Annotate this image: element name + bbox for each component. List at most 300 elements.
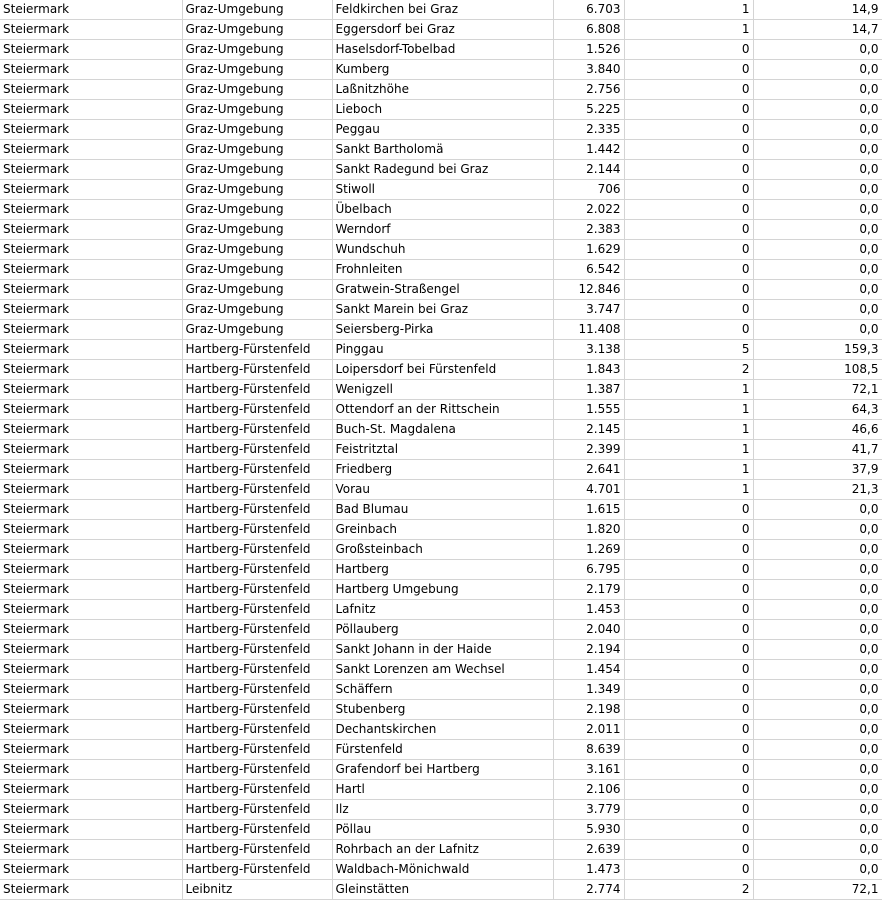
district-cell[interactable]: Hartberg-Fürstenfeld [182, 360, 332, 380]
table-row [0, 320, 882, 340]
rate-cell[interactable]: 0,0 [753, 840, 882, 860]
population-cell[interactable]: 1.349 [553, 680, 624, 700]
rate-cell[interactable]: 0,0 [753, 40, 882, 60]
municipality-cell[interactable]: Werndorf [332, 220, 553, 240]
district-cell[interactable]: Graz-Umgebung [182, 280, 332, 300]
rate-cell[interactable]: 14,9 [753, 0, 882, 20]
district-cell[interactable]: Hartberg-Fürstenfeld [182, 340, 332, 360]
state-cell[interactable]: Steiermark [0, 200, 182, 220]
state-cell[interactable]: Steiermark [0, 300, 182, 320]
state-cell[interactable]: Steiermark [0, 720, 182, 740]
district-cell[interactable]: Hartberg-Fürstenfeld [182, 680, 332, 700]
rate-cell[interactable]: 0,0 [753, 240, 882, 260]
district-cell[interactable]: Hartberg-Fürstenfeld [182, 380, 332, 400]
rate-cell[interactable]: 0,0 [753, 260, 882, 280]
municipality-cell[interactable]: Ottendorf an der Rittschein [332, 400, 553, 420]
table-row [0, 500, 882, 520]
rate-cell[interactable]: 0,0 [753, 160, 882, 180]
state-cell[interactable]: Steiermark [0, 540, 182, 560]
rate-cell[interactable]: 0,0 [753, 220, 882, 240]
table-row [0, 0, 882, 20]
state-cell[interactable]: Steiermark [0, 140, 182, 160]
population-cell[interactable]: 2.194 [553, 640, 624, 660]
table-row [0, 240, 882, 260]
count-cell[interactable]: 0 [624, 280, 753, 300]
municipality-cell[interactable]: Wundschuh [332, 240, 553, 260]
population-cell[interactable]: 6.795 [553, 560, 624, 580]
state-cell[interactable]: Steiermark [0, 20, 182, 40]
state-cell[interactable]: Steiermark [0, 120, 182, 140]
count-cell[interactable]: 0 [624, 100, 753, 120]
population-cell[interactable]: 4.701 [553, 480, 624, 500]
table-row [0, 260, 882, 280]
rate-cell[interactable]: 72,1 [753, 380, 882, 400]
state-cell[interactable]: Steiermark [0, 160, 182, 180]
count-cell[interactable]: 0 [624, 620, 753, 640]
district-cell[interactable]: Hartberg-Fürstenfeld [182, 480, 332, 500]
district-cell[interactable]: Graz-Umgebung [182, 140, 332, 160]
municipality-cell[interactable]: Buch-St. Magdalena [332, 420, 553, 440]
state-cell[interactable]: Steiermark [0, 280, 182, 300]
district-cell[interactable]: Graz-Umgebung [182, 320, 332, 340]
state-cell[interactable]: Steiermark [0, 220, 182, 240]
state-cell[interactable]: Steiermark [0, 520, 182, 540]
population-cell[interactable]: 3.840 [553, 60, 624, 80]
table-row [0, 140, 882, 160]
population-cell[interactable]: 2.145 [553, 420, 624, 440]
population-cell[interactable]: 5.930 [553, 820, 624, 840]
count-cell[interactable]: 0 [624, 260, 753, 280]
municipality-cell[interactable]: Großsteinbach [332, 540, 553, 560]
municipality-cell[interactable]: Laßnitzhöhe [332, 80, 553, 100]
count-cell[interactable]: 2 [624, 360, 753, 380]
population-cell[interactable]: 2.106 [553, 780, 624, 800]
district-cell[interactable]: Hartberg-Fürstenfeld [182, 800, 332, 820]
population-cell[interactable]: 2.383 [553, 220, 624, 240]
count-cell[interactable]: 0 [624, 720, 753, 740]
population-cell[interactable]: 1.387 [553, 380, 624, 400]
count-cell[interactable]: 0 [624, 740, 753, 760]
municipality-cell[interactable]: Kumberg [332, 60, 553, 80]
district-cell[interactable]: Hartberg-Fürstenfeld [182, 580, 332, 600]
district-cell[interactable]: Hartberg-Fürstenfeld [182, 720, 332, 740]
table-row [0, 200, 882, 220]
count-cell[interactable]: 0 [624, 700, 753, 720]
state-cell[interactable]: Steiermark [0, 400, 182, 420]
count-cell[interactable]: 0 [624, 660, 753, 680]
table-row [0, 60, 882, 80]
municipality-cell[interactable]: Dechantskirchen [332, 720, 553, 740]
state-cell[interactable]: Steiermark [0, 560, 182, 580]
district-cell[interactable]: Graz-Umgebung [182, 0, 332, 20]
rate-cell[interactable]: 0,0 [753, 760, 882, 780]
rate-cell[interactable]: 108,5 [753, 360, 882, 380]
table-row [0, 300, 882, 320]
district-cell[interactable]: Graz-Umgebung [182, 80, 332, 100]
count-cell[interactable]: 0 [624, 840, 753, 860]
population-cell[interactable]: 12.846 [553, 280, 624, 300]
rate-cell[interactable]: 0,0 [753, 560, 882, 580]
rate-cell[interactable]: 64,3 [753, 400, 882, 420]
population-cell[interactable]: 2.198 [553, 700, 624, 720]
population-cell[interactable]: 1.453 [553, 600, 624, 620]
state-cell[interactable]: Steiermark [0, 780, 182, 800]
district-cell[interactable]: Hartberg-Fürstenfeld [182, 620, 332, 640]
district-cell[interactable]: Graz-Umgebung [182, 200, 332, 220]
state-cell[interactable]: Steiermark [0, 620, 182, 640]
state-cell[interactable]: Steiermark [0, 640, 182, 660]
table-row [0, 800, 882, 820]
rate-cell[interactable]: 0,0 [753, 580, 882, 600]
municipality-cell[interactable]: Sankt Radegund bei Graz [332, 160, 553, 180]
municipality-cell[interactable]: Bad Blumau [332, 500, 553, 520]
state-cell[interactable]: Steiermark [0, 840, 182, 860]
municipality-cell[interactable]: Pöllau [332, 820, 553, 840]
state-cell[interactable]: Steiermark [0, 880, 182, 900]
municipality-cell[interactable]: Friedberg [332, 460, 553, 480]
district-cell[interactable]: Hartberg-Fürstenfeld [182, 820, 332, 840]
municipality-cell[interactable]: Sankt Bartholomä [332, 140, 553, 160]
district-cell[interactable]: Graz-Umgebung [182, 60, 332, 80]
municipality-cell[interactable]: Feldkirchen bei Graz [332, 0, 553, 20]
district-cell[interactable]: Graz-Umgebung [182, 20, 332, 40]
municipality-cell[interactable]: Eggersdorf bei Graz [332, 20, 553, 40]
table-row [0, 460, 882, 480]
count-cell[interactable]: 0 [624, 220, 753, 240]
population-cell[interactable]: 6.703 [553, 0, 624, 20]
rate-cell[interactable]: 0,0 [753, 120, 882, 140]
rate-cell[interactable]: 159,3 [753, 340, 882, 360]
rate-cell[interactable]: 0,0 [753, 180, 882, 200]
rate-cell[interactable]: 0,0 [753, 800, 882, 820]
population-cell[interactable]: 1.555 [553, 400, 624, 420]
count-cell[interactable]: 0 [624, 300, 753, 320]
count-cell[interactable]: 5 [624, 340, 753, 360]
state-cell[interactable]: Steiermark [0, 340, 182, 360]
population-cell[interactable]: 1.269 [553, 540, 624, 560]
population-cell[interactable]: 11.408 [553, 320, 624, 340]
rate-cell[interactable]: 0,0 [753, 540, 882, 560]
state-cell[interactable]: Steiermark [0, 860, 182, 880]
population-cell[interactable]: 3.779 [553, 800, 624, 820]
population-cell[interactable]: 5.225 [553, 100, 624, 120]
district-cell[interactable]: Hartberg-Fürstenfeld [182, 700, 332, 720]
count-cell[interactable]: 1 [624, 480, 753, 500]
table-row [0, 580, 882, 600]
count-cell[interactable]: 0 [624, 520, 753, 540]
count-cell[interactable]: 0 [624, 600, 753, 620]
count-cell[interactable]: 0 [624, 500, 753, 520]
rate-cell[interactable]: 0,0 [753, 600, 882, 620]
district-cell[interactable]: Graz-Umgebung [182, 180, 332, 200]
district-cell[interactable]: Hartberg-Fürstenfeld [182, 760, 332, 780]
population-cell[interactable]: 1.820 [553, 520, 624, 540]
table-row [0, 220, 882, 240]
state-cell[interactable]: Steiermark [0, 240, 182, 260]
count-cell[interactable]: 0 [624, 80, 753, 100]
rate-cell[interactable]: 0,0 [753, 720, 882, 740]
count-cell[interactable]: 1 [624, 0, 753, 20]
municipality-cell[interactable]: Seiersberg-Pirka [332, 320, 553, 340]
count-cell[interactable]: 0 [624, 160, 753, 180]
rate-cell[interactable]: 0,0 [753, 640, 882, 660]
rate-cell[interactable]: 0,0 [753, 100, 882, 120]
rate-cell[interactable]: 0,0 [753, 320, 882, 340]
population-cell[interactable]: 3.138 [553, 340, 624, 360]
table-row [0, 180, 882, 200]
count-cell[interactable]: 0 [624, 640, 753, 660]
rate-cell[interactable]: 46,6 [753, 420, 882, 440]
rate-cell[interactable]: 0,0 [753, 820, 882, 840]
population-cell[interactable]: 1.454 [553, 660, 624, 680]
municipality-cell[interactable]: Pöllauberg [332, 620, 553, 640]
count-cell[interactable]: 0 [624, 180, 753, 200]
district-cell[interactable]: Graz-Umgebung [182, 300, 332, 320]
population-cell[interactable]: 1.629 [553, 240, 624, 260]
state-cell[interactable]: Steiermark [0, 460, 182, 480]
population-cell[interactable]: 2.040 [553, 620, 624, 640]
municipality-cell[interactable]: Hartberg [332, 560, 553, 580]
municipality-cell[interactable]: Lafnitz [332, 600, 553, 620]
table-row [0, 540, 882, 560]
count-cell[interactable]: 0 [624, 780, 753, 800]
count-cell[interactable]: 2 [624, 880, 753, 900]
table-row [0, 100, 882, 120]
state-cell[interactable]: Steiermark [0, 380, 182, 400]
table-row [0, 40, 882, 60]
district-cell[interactable]: Hartberg-Fürstenfeld [182, 780, 332, 800]
population-cell[interactable]: 1.843 [553, 360, 624, 380]
count-cell[interactable]: 0 [624, 800, 753, 820]
state-cell[interactable]: Steiermark [0, 320, 182, 340]
rate-cell[interactable]: 0,0 [753, 140, 882, 160]
state-cell[interactable]: Steiermark [0, 260, 182, 280]
count-cell[interactable]: 1 [624, 380, 753, 400]
population-cell[interactable]: 2.756 [553, 80, 624, 100]
state-cell[interactable]: Steiermark [0, 680, 182, 700]
municipality-cell[interactable]: Sankt Lorenzen am Wechsel [332, 660, 553, 680]
district-cell[interactable]: Graz-Umgebung [182, 120, 332, 140]
table-row [0, 700, 882, 720]
population-cell[interactable]: 1.473 [553, 860, 624, 880]
district-cell[interactable]: Graz-Umgebung [182, 160, 332, 180]
rate-cell[interactable]: 37,9 [753, 460, 882, 480]
population-cell[interactable]: 2.774 [553, 880, 624, 900]
municipality-cell[interactable]: Lieboch [332, 100, 553, 120]
municipality-cell[interactable]: Pinggau [332, 340, 553, 360]
population-cell[interactable]: 2.144 [553, 160, 624, 180]
district-cell[interactable]: Graz-Umgebung [182, 40, 332, 60]
count-cell[interactable]: 1 [624, 400, 753, 420]
municipality-cell[interactable]: Sankt Johann in der Haide [332, 640, 553, 660]
state-cell[interactable]: Steiermark [0, 420, 182, 440]
rate-cell[interactable]: 41,7 [753, 440, 882, 460]
municipality-cell[interactable]: Übelbach [332, 200, 553, 220]
state-cell[interactable]: Steiermark [0, 760, 182, 780]
rate-cell[interactable]: 0,0 [753, 860, 882, 880]
district-cell[interactable]: Hartberg-Fürstenfeld [182, 420, 332, 440]
count-cell[interactable]: 0 [624, 140, 753, 160]
municipality-cell[interactable]: Vorau [332, 480, 553, 500]
district-cell[interactable]: Graz-Umgebung [182, 240, 332, 260]
district-cell[interactable]: Graz-Umgebung [182, 260, 332, 280]
population-cell[interactable]: 2.335 [553, 120, 624, 140]
count-cell[interactable]: 0 [624, 820, 753, 840]
state-cell[interactable]: Steiermark [0, 180, 182, 200]
district-cell[interactable]: Hartberg-Fürstenfeld [182, 840, 332, 860]
district-cell[interactable]: Hartberg-Fürstenfeld [182, 400, 332, 420]
district-cell[interactable]: Hartberg-Fürstenfeld [182, 640, 332, 660]
population-cell[interactable]: 3.747 [553, 300, 624, 320]
table-row [0, 880, 882, 900]
district-cell[interactable]: Hartberg-Fürstenfeld [182, 600, 332, 620]
population-cell[interactable]: 6.808 [553, 20, 624, 40]
municipality-cell[interactable]: Peggau [332, 120, 553, 140]
population-cell[interactable]: 706 [553, 180, 624, 200]
count-cell[interactable]: 1 [624, 460, 753, 480]
municipality-cell[interactable]: Sankt Marein bei Graz [332, 300, 553, 320]
rate-cell[interactable]: 0,0 [753, 680, 882, 700]
state-cell[interactable]: Steiermark [0, 40, 182, 60]
rate-cell[interactable]: 0,0 [753, 520, 882, 540]
rate-cell[interactable]: 0,0 [753, 280, 882, 300]
population-cell[interactable]: 1.442 [553, 140, 624, 160]
state-cell[interactable]: Steiermark [0, 480, 182, 500]
table-row [0, 420, 882, 440]
district-cell[interactable]: Hartberg-Fürstenfeld [182, 540, 332, 560]
state-cell[interactable]: Steiermark [0, 360, 182, 380]
count-cell[interactable]: 0 [624, 40, 753, 60]
population-cell[interactable]: 1.526 [553, 40, 624, 60]
state-cell[interactable]: Steiermark [0, 60, 182, 80]
count-cell[interactable]: 0 [624, 540, 753, 560]
rate-cell[interactable]: 0,0 [753, 780, 882, 800]
district-cell[interactable]: Graz-Umgebung [182, 220, 332, 240]
municipality-cell[interactable]: Frohnleiten [332, 260, 553, 280]
population-cell[interactable]: 8.639 [553, 740, 624, 760]
table-row [0, 660, 882, 680]
district-cell[interactable]: Graz-Umgebung [182, 100, 332, 120]
rate-cell[interactable]: 0,0 [753, 700, 882, 720]
count-cell[interactable]: 0 [624, 580, 753, 600]
population-cell[interactable]: 2.399 [553, 440, 624, 460]
count-cell[interactable]: 0 [624, 320, 753, 340]
municipality-cell[interactable]: Rohrbach an der Lafnitz [332, 840, 553, 860]
rate-cell[interactable]: 0,0 [753, 740, 882, 760]
count-cell[interactable]: 1 [624, 420, 753, 440]
district-cell[interactable]: Hartberg-Fürstenfeld [182, 460, 332, 480]
population-cell[interactable]: 2.179 [553, 580, 624, 600]
state-cell[interactable]: Steiermark [0, 80, 182, 100]
count-cell[interactable]: 0 [624, 60, 753, 80]
district-cell[interactable]: Hartberg-Fürstenfeld [182, 740, 332, 760]
district-cell[interactable]: Leibnitz [182, 880, 332, 900]
municipality-cell[interactable]: Loipersdorf bei Fürstenfeld [332, 360, 553, 380]
state-cell[interactable]: Steiermark [0, 600, 182, 620]
rate-cell[interactable]: 0,0 [753, 80, 882, 100]
district-cell[interactable]: Hartberg-Fürstenfeld [182, 660, 332, 680]
count-cell[interactable]: 1 [624, 440, 753, 460]
municipality-cell[interactable]: Stubenberg [332, 700, 553, 720]
population-cell[interactable]: 2.641 [553, 460, 624, 480]
state-cell[interactable]: Steiermark [0, 500, 182, 520]
district-cell[interactable]: Hartberg-Fürstenfeld [182, 520, 332, 540]
table-row [0, 600, 882, 620]
count-cell[interactable]: 0 [624, 200, 753, 220]
population-cell[interactable]: 1.615 [553, 500, 624, 520]
municipality-cell[interactable]: Wenigzell [332, 380, 553, 400]
count-cell[interactable]: 0 [624, 560, 753, 580]
count-cell[interactable]: 0 [624, 240, 753, 260]
rate-cell[interactable]: 21,3 [753, 480, 882, 500]
rate-cell[interactable]: 0,0 [753, 200, 882, 220]
count-cell[interactable]: 0 [624, 120, 753, 140]
state-cell[interactable]: Steiermark [0, 700, 182, 720]
table-row [0, 720, 882, 740]
count-cell[interactable]: 0 [624, 760, 753, 780]
table-row [0, 820, 882, 840]
municipality-cell[interactable]: Feistritztal [332, 440, 553, 460]
table-row [0, 160, 882, 180]
rate-cell[interactable]: 0,0 [753, 620, 882, 640]
rate-cell[interactable]: 0,0 [753, 300, 882, 320]
municipality-cell[interactable]: Haselsdorf-Tobelbad [332, 40, 553, 60]
state-cell[interactable]: Steiermark [0, 660, 182, 680]
rate-cell[interactable]: 0,0 [753, 500, 882, 520]
district-cell[interactable]: Hartberg-Fürstenfeld [182, 440, 332, 460]
district-cell[interactable]: Hartberg-Fürstenfeld [182, 860, 332, 880]
state-cell[interactable]: Steiermark [0, 100, 182, 120]
rate-cell[interactable]: 14,7 [753, 20, 882, 40]
count-cell[interactable]: 1 [624, 20, 753, 40]
municipality-cell[interactable]: Gleinstätten [332, 880, 553, 900]
table-row [0, 520, 882, 540]
district-cell[interactable]: Hartberg-Fürstenfeld [182, 500, 332, 520]
municipality-cell[interactable]: Ilz [332, 800, 553, 820]
state-cell[interactable]: Steiermark [0, 0, 182, 20]
municipality-cell[interactable]: Schäffern [332, 680, 553, 700]
table-row [0, 440, 882, 460]
municipality-cell[interactable]: Stiwoll [332, 180, 553, 200]
municipality-cell[interactable]: Fürstenfeld [332, 740, 553, 760]
table-row [0, 560, 882, 580]
municipality-cell[interactable]: Grafendorf bei Hartberg [332, 760, 553, 780]
municipality-cell[interactable]: Hartberg Umgebung [332, 580, 553, 600]
municipality-cell[interactable]: Gratwein-Straßengel [332, 280, 553, 300]
count-cell[interactable]: 0 [624, 860, 753, 880]
rate-cell[interactable]: 0,0 [753, 60, 882, 80]
population-cell[interactable]: 2.022 [553, 200, 624, 220]
population-cell[interactable]: 6.542 [553, 260, 624, 280]
municipality-cell[interactable]: Greinbach [332, 520, 553, 540]
district-cell[interactable]: Hartberg-Fürstenfeld [182, 560, 332, 580]
count-cell[interactable]: 0 [624, 680, 753, 700]
state-cell[interactable]: Steiermark [0, 440, 182, 460]
state-cell[interactable]: Steiermark [0, 800, 182, 820]
municipality-cell[interactable]: Waldbach-Mönichwald [332, 860, 553, 880]
municipality-cell[interactable]: Hartl [332, 780, 553, 800]
population-cell[interactable]: 3.161 [553, 760, 624, 780]
population-cell[interactable]: 2.011 [553, 720, 624, 740]
rate-cell[interactable]: 0,0 [753, 660, 882, 680]
rate-cell[interactable]: 72,1 [753, 880, 882, 900]
table-row [0, 740, 882, 760]
state-cell[interactable]: Steiermark [0, 820, 182, 840]
state-cell[interactable]: Steiermark [0, 740, 182, 760]
state-cell[interactable]: Steiermark [0, 580, 182, 600]
table-row [0, 340, 882, 360]
population-cell[interactable]: 2.639 [553, 840, 624, 860]
